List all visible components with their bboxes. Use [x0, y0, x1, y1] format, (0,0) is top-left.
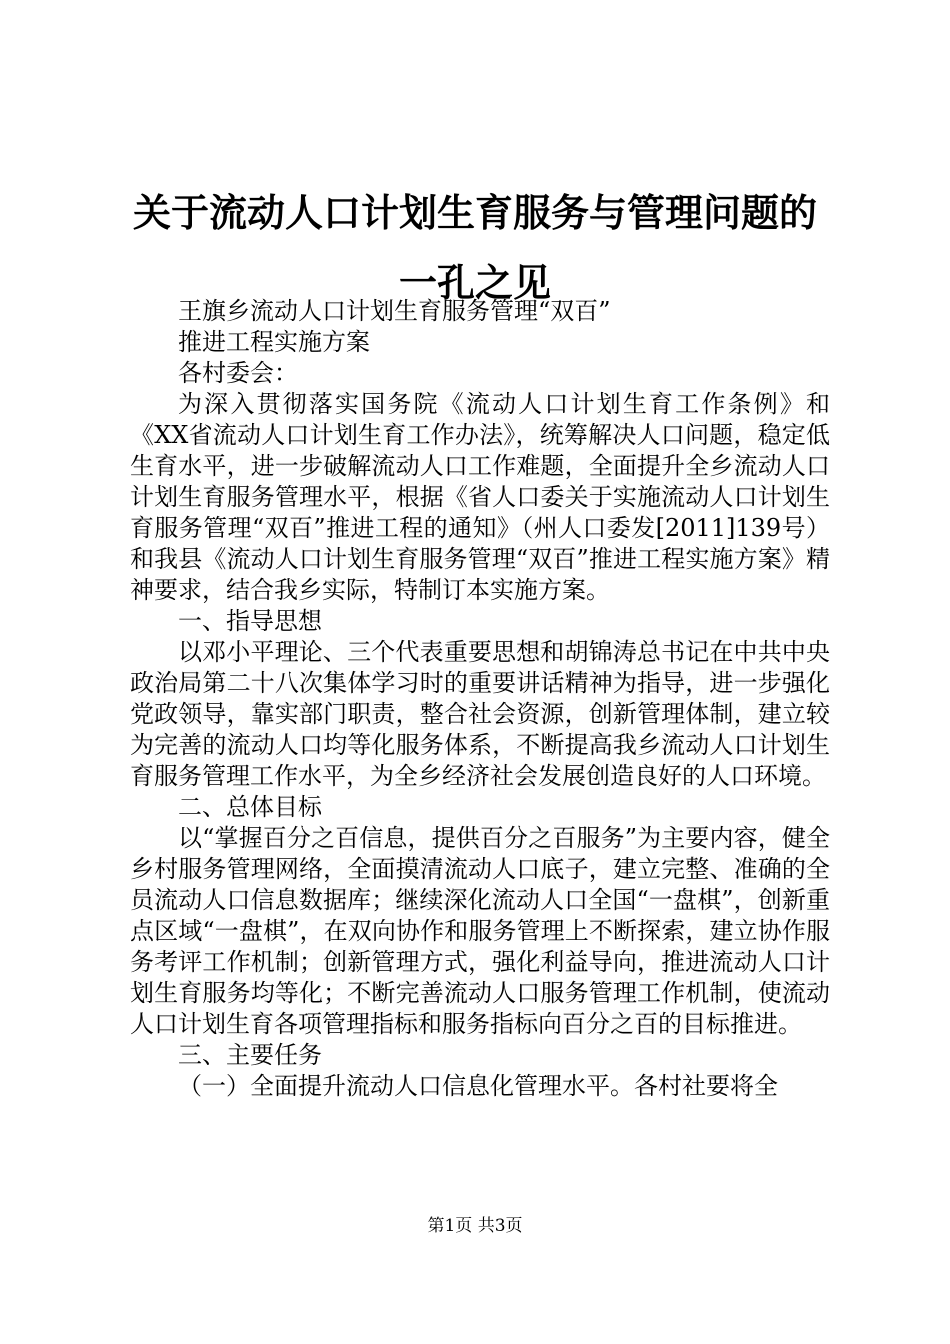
document-body: [130, 296, 830, 1102]
paragraph-main-task-1: （一）全面提升流动人口信息化管理水平。各村社要将全: [178, 1072, 778, 1100]
paragraph-intro: 为深入贯彻落实国务院《流动人口计划生育工作条例》和《XX省流动人口计划生育工作办法》，统筹解决人口问题，稳定低生育水平，进一步破解流动人口工作难题，全面提升全乡流动人口计划生育服务管理水平，根据《省人口委关于实施流动人口计划生育服务管理“双百”推进工程的通知》（州人口委发[2011]139号）和我县《流动人口计划生育服务管理“双百”推进工程实施方案》精神要求，结合我乡实际，特制订本实施方案。: [130, 390, 830, 604]
section-heading-main-tasks: 三、主要任务: [178, 1041, 322, 1069]
paragraph-subtitle-line-1: 王旗乡流动人口计划生育服务管理“双百”: [178, 297, 611, 325]
paragraph-guiding-thought: 以邓小平理论、三个代表重要思想和胡锦涛总书记在中共中央政治局第二十八次集体学习时的重要讲话精神为指导，进一步强化党政领导，靠实部门职责，整合社会资源，创新管理体制，建立较为完善的流动人口均等化服务体系，不断提高我乡流动人口计划生育服务管理工作水平，为全乡经济社会发展创造良好的人口环境。: [130, 638, 830, 790]
page-number-footer: 第1页 共3页: [427, 1216, 523, 1236]
paragraph-overall-goal: 以“掌握百分之百信息，提供百分之百服务”为主要内容，健全乡村服务管理网络，全面摸清流动人口底子，建立完整、准确的全员流动人口信息数据库；继续深化流动人口全国“一盘棋”，创新重点区域“一盘棋”，在双向协作和服务管理上不断探索，建立协作服务考评工作机制；创新管理方式，强化利益导向，推进流动人口计划生育服务均等化；不断完善流动人口服务管理工作机制，使流动人口计划生育各项管理指标和服务指标向百分之百的目标推进。: [130, 824, 830, 1038]
paragraph-salutation: 各村委会：: [178, 359, 298, 387]
section-heading-overall-goal: 二、总体目标: [178, 793, 322, 821]
section-heading-guiding-thought: 一、指导思想: [178, 607, 322, 635]
paragraph-subtitle-line-2: 推进工程实施方案: [178, 328, 370, 356]
document-title: 关于流动人口计划生育服务与管理问题的一孔之见: [132, 190, 817, 305]
